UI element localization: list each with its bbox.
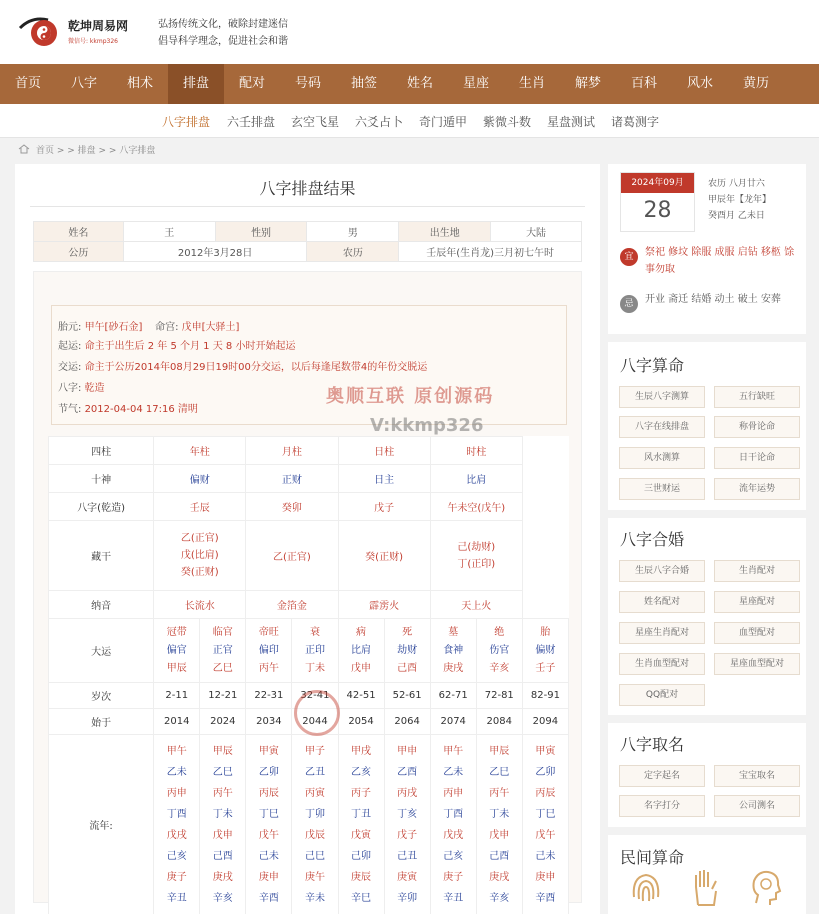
liunian-item: 辛亥 xyxy=(212,892,233,904)
subnav-item-ziwei[interactable]: 紫微斗数 xyxy=(483,115,532,129)
pillar-header-hour: 时柱 xyxy=(430,437,522,465)
liunian-item: 戊午 xyxy=(535,829,556,841)
subnav-item-qimen[interactable]: 奇门遁甲 xyxy=(419,115,468,129)
liunian-item: 庚申 xyxy=(535,871,556,883)
dayun-cell xyxy=(522,619,568,683)
nayin-hour: 天上火 xyxy=(430,591,522,619)
dayun-item: 偏印 xyxy=(258,644,279,656)
name-value: 王 xyxy=(123,222,215,242)
bazi-month: 癸卯 xyxy=(246,493,338,521)
shishen-label: 十神 xyxy=(49,465,154,493)
suici-cell: 2-11 xyxy=(154,683,200,709)
section-divider xyxy=(608,715,806,723)
canggan-month xyxy=(246,521,338,591)
nav-item-baike[interactable]: 百科 xyxy=(630,76,657,91)
face-icon[interactable] xyxy=(748,867,784,907)
link-shengxiao-xuexing-peidui[interactable]: 生肖血型配对 xyxy=(619,653,705,675)
liunian-item: 乙巳 xyxy=(212,766,233,778)
liunian-item: 甲寅 xyxy=(258,745,279,757)
canggan-item: 乙(正官) xyxy=(180,533,219,544)
dayun-item: 胎 xyxy=(540,626,551,638)
logo-icon[interactable] xyxy=(18,14,60,48)
liunian-item: 庚申 xyxy=(258,871,279,883)
canggan-item: 戊(比肩) xyxy=(180,550,219,561)
qiyun-label: 起运: xyxy=(58,341,82,352)
slogan-line-2: 倡导科学理念，促进社会和谐 xyxy=(158,36,288,47)
solar-date-label: 公历 xyxy=(34,242,124,262)
link-xuexing-peidui[interactable]: 血型配对 xyxy=(714,622,800,644)
section-divider xyxy=(608,334,806,342)
link-shengxiao-peidui[interactable]: 生肖配对 xyxy=(714,560,800,582)
suici-label: 岁次 xyxy=(49,683,154,709)
liunian-item: 己卯 xyxy=(351,850,372,862)
gender-label: 性别 xyxy=(215,222,307,242)
dayun-cell xyxy=(384,619,430,683)
liunian-item: 戊戌 xyxy=(443,829,464,841)
lunar-date: 农历 八月廿六 xyxy=(708,179,765,189)
dayun-item: 食神 xyxy=(443,644,464,656)
calendar-card[interactable] xyxy=(620,172,695,232)
liunian-item: 乙未 xyxy=(166,766,187,778)
liunian-item: 辛酉 xyxy=(258,892,279,904)
liunian-item: 甲辰 xyxy=(212,745,233,757)
canggan-item: 癸(正财) xyxy=(365,552,403,563)
palm-icon[interactable] xyxy=(688,867,724,907)
link-xingzuo-shengxiao-peidui[interactable]: 星座生肖配对 xyxy=(619,622,705,644)
liunian-item: 庚子 xyxy=(166,871,187,883)
liunian-item: 戊辰 xyxy=(304,829,325,841)
liunian-cell xyxy=(200,735,246,914)
sub-nav xyxy=(0,104,819,138)
main-nav xyxy=(0,64,819,104)
nav-item-xiangshu[interactable]: 相术 xyxy=(126,76,153,91)
site-header xyxy=(0,0,819,64)
subnav-item-bazi[interactable]: 八字排盘 xyxy=(162,115,211,129)
lunar-date-label: 农历 xyxy=(307,242,399,262)
liunian-item: 甲午 xyxy=(166,745,187,757)
minggong-value: 戊申[大驿土] xyxy=(181,322,240,333)
liunian-item: 己亥 xyxy=(443,850,464,862)
liunian-item: 戊午 xyxy=(258,829,279,841)
dayun-item: 庚戌 xyxy=(443,662,464,674)
link-shengchen-bazi-cesuan[interactable]: 生辰八字测算 xyxy=(619,386,705,408)
qiyun-line xyxy=(58,337,295,352)
liunian-item: 甲子 xyxy=(304,745,325,757)
nayin-day: 霹雳火 xyxy=(338,591,430,619)
liunian-item: 丁酉 xyxy=(443,808,464,820)
breadcrumb-text[interactable]: 首页 > > 排盘 > > 八字排盘 xyxy=(36,146,156,156)
liunian-item: 乙巳 xyxy=(489,766,510,778)
liunian-item: 己未 xyxy=(258,850,279,862)
liunian-item: 丙辰 xyxy=(258,787,279,799)
nav-item-bazi[interactable]: 八字 xyxy=(70,76,97,91)
section-divider xyxy=(608,827,806,835)
shiyu-cell: 2064 xyxy=(384,709,430,735)
liunian-item: 庚午 xyxy=(304,871,325,883)
liunian-item: 丙午 xyxy=(212,787,233,799)
liunian-item: 乙卯 xyxy=(258,766,279,778)
liunian-item: 甲申 xyxy=(397,745,418,757)
dayun-item: 病 xyxy=(356,626,367,638)
pillar-header-day: 日柱 xyxy=(338,437,430,465)
liunian-item: 乙丑 xyxy=(304,766,325,778)
jiaoyun-label: 交运: xyxy=(58,362,82,373)
bazi-chart-table xyxy=(48,436,569,914)
subnav-item-cezi[interactable]: 诸葛测字 xyxy=(611,115,660,129)
nav-item-haoma[interactable]: 号码 xyxy=(294,76,321,91)
link-bazi-zaixian-paipan[interactable]: 八字在线排盘 xyxy=(619,416,705,438)
shiyu-cell: 2074 xyxy=(430,709,476,735)
liunian-item: 乙未 xyxy=(443,766,464,778)
link-qq-peidui[interactable]: QQ配对 xyxy=(619,684,705,706)
dayun-cell xyxy=(476,619,522,683)
dayun-item: 戊申 xyxy=(351,662,372,674)
liunian-item: 丁巳 xyxy=(535,808,556,820)
dayun-cell xyxy=(246,619,292,683)
sidebar xyxy=(608,164,806,914)
nav-item-shengxiao[interactable]: 生肖 xyxy=(518,76,545,91)
nav-item-jiemeng[interactable]: 解梦 xyxy=(574,76,601,91)
minggong-label: 命宫: xyxy=(155,322,179,333)
link-chenggu-lunming[interactable]: 称骨论命 xyxy=(714,416,800,438)
liunian-item: 丁酉 xyxy=(166,808,187,820)
watermark-logo-icon xyxy=(294,690,340,736)
liunian-item: 甲戌 xyxy=(351,745,372,757)
site-name[interactable]: 乾坤周易网 xyxy=(68,19,129,33)
bazi-year: 壬辰 xyxy=(154,493,246,521)
liunian-cell xyxy=(338,735,384,914)
section-title-minjian-suanming: 民间算命 xyxy=(620,848,685,867)
taiyuan-line xyxy=(58,318,239,333)
liunian-item: 甲午 xyxy=(443,745,464,757)
dayun-item: 帝旺 xyxy=(258,626,279,638)
liunian-item: 己亥 xyxy=(166,850,187,862)
link-xingzuo-xuexing-peidui[interactable]: 星座血型配对 xyxy=(714,653,800,675)
link-dingzi-qiming[interactable]: 定字起名 xyxy=(619,765,705,787)
liunian-cell xyxy=(476,735,522,914)
bazi-day: 戊子 xyxy=(338,493,430,521)
liunian-cell xyxy=(522,735,568,914)
liunian-item: 辛亥 xyxy=(489,892,510,904)
liunian-item: 己巳 xyxy=(304,850,325,862)
dayun-item: 正官 xyxy=(212,644,233,656)
nav-item-peidui[interactable]: 配对 xyxy=(238,76,265,91)
section-title-bazi-quming: 八字取名 xyxy=(620,735,685,754)
watermark-text: 奥顺互联 原创源码 xyxy=(326,386,495,407)
subnav-item-xuankong[interactable]: 玄空飞星 xyxy=(291,115,340,129)
liunian-cell xyxy=(154,735,200,914)
yi-icon: 宜 xyxy=(620,248,638,266)
dayun-item: 丙午 xyxy=(258,662,279,674)
ji-icon: 忌 xyxy=(620,295,638,313)
dayun-item: 己酉 xyxy=(397,662,418,674)
liunian-item: 辛丑 xyxy=(443,892,464,904)
canggan-item: 丁(正印) xyxy=(457,558,496,570)
dayun-item: 乙巳 xyxy=(212,662,233,674)
dayun-item: 丁未 xyxy=(304,662,325,674)
liunian-item: 庚子 xyxy=(443,871,464,883)
yi-activities: 祭祀 修坟 除服 成服 启钻 移柩 馀事勿取 xyxy=(645,247,795,275)
pillar-header-label: 四柱 xyxy=(49,437,154,465)
dayun-item: 辛亥 xyxy=(489,662,510,674)
subnav-item-xingpan[interactable]: 星盘测试 xyxy=(547,115,596,129)
dayun-cell xyxy=(154,619,200,683)
dayun-cell xyxy=(430,619,476,683)
link-mingzi-dafen[interactable]: 名字打分 xyxy=(619,795,705,817)
shishen-hour: 比肩 xyxy=(430,465,522,493)
liunian-item: 戊申 xyxy=(489,829,510,841)
jieqi-label: 节气: xyxy=(58,404,82,415)
canggan-label: 藏干 xyxy=(49,521,154,591)
dayun-cell xyxy=(200,619,246,683)
dayun-item: 衰 xyxy=(309,626,320,638)
suici-cell: 22-31 xyxy=(246,683,292,709)
shiyu-cell: 2094 xyxy=(522,709,568,735)
liunian-item: 丙午 xyxy=(489,787,510,799)
liunian-item: 戊子 xyxy=(397,829,418,841)
liunian-item: 戊申 xyxy=(212,829,233,841)
liunian-item: 丙寅 xyxy=(304,787,325,799)
page-title: 八字排盘结果 xyxy=(259,179,356,198)
dayun-item: 绝 xyxy=(494,626,505,638)
solar-date-value: 2012年3月28日 xyxy=(123,242,307,262)
nav-item-fengshui[interactable]: 风水 xyxy=(686,76,713,91)
pillar-header-year: 年柱 xyxy=(154,437,246,465)
dayun-item: 比肩 xyxy=(351,644,372,656)
link-wuxing-queWang[interactable]: 五行缺旺 xyxy=(714,386,800,408)
liunian-item: 丙戌 xyxy=(397,787,418,799)
section-title-bazi-suanming: 八字算命 xyxy=(620,356,685,375)
bazi-line xyxy=(58,379,105,394)
liunian-item: 甲辰 xyxy=(489,745,510,757)
liunian-item: 庚辰 xyxy=(351,871,372,883)
taiyuan-label: 胎元: xyxy=(58,322,82,333)
liunian-label: 流年: xyxy=(49,735,154,914)
dayun-item: 死 xyxy=(402,626,413,638)
shiyu-cell: 2034 xyxy=(246,709,292,735)
bazi-hour: 午未空(戊午) xyxy=(430,493,522,521)
liunian-item: 丁丑 xyxy=(351,808,372,820)
qiyun-value: 命主于出生后 2 年 5 个月 1 天 8 小时开始起运 xyxy=(84,341,296,352)
dayun-item: 偏官 xyxy=(166,644,187,656)
liunian-item: 辛巳 xyxy=(351,892,372,904)
liunian-item: 己酉 xyxy=(212,850,233,862)
nav-item-paipan[interactable]: 排盘 xyxy=(168,64,224,104)
home-icon[interactable] xyxy=(18,144,30,154)
liunian-item: 戊寅 xyxy=(351,829,372,841)
birthplace-label: 出生地 xyxy=(399,222,491,242)
shiyu-label: 始于 xyxy=(49,709,154,735)
lunar-info xyxy=(708,176,771,224)
pillar-header-month: 月柱 xyxy=(246,437,338,465)
nav-item-xingzuo[interactable]: 星座 xyxy=(462,76,489,91)
link-gongsi-ceming[interactable]: 公司测名 xyxy=(714,795,800,817)
liunian-item: 庚寅 xyxy=(397,871,418,883)
canggan-item: 癸(正财) xyxy=(180,567,219,578)
section-title-bazi-hehun: 八字合婚 xyxy=(620,530,685,549)
suici-cell: 42-51 xyxy=(338,683,384,709)
liunian-item: 丙申 xyxy=(443,787,464,799)
dayun-item: 正印 xyxy=(304,644,325,656)
dayun-cell xyxy=(338,619,384,683)
liunian-item: 辛未 xyxy=(304,892,325,904)
shishen-year: 偏财 xyxy=(154,465,246,493)
dayun-item: 墓 xyxy=(448,626,459,638)
bazi-row-label: 八字(乾造) xyxy=(49,493,154,521)
shishen-day: 日主 xyxy=(338,465,430,493)
liunian-item: 辛卯 xyxy=(397,892,418,904)
ji-activities: 开业 斋迁 结婚 动土 破土 安葬 xyxy=(645,294,781,305)
nayin-year: 长流水 xyxy=(154,591,246,619)
canggan-year xyxy=(154,521,246,591)
bazi-detail-box xyxy=(33,271,582,903)
dayun-item: 壬子 xyxy=(535,662,556,674)
liunian-item: 乙亥 xyxy=(351,766,372,778)
liunian-cell xyxy=(384,735,430,914)
shiyu-cell: 2054 xyxy=(338,709,384,735)
calendar-day: 28 xyxy=(643,198,672,223)
section-divider xyxy=(608,510,806,518)
main-content xyxy=(15,164,600,914)
liunian-item: 丁巳 xyxy=(258,808,279,820)
shiyu-cell: 2044 xyxy=(292,709,338,735)
birthplace-value: 大陆 xyxy=(491,222,582,242)
link-fengshui-cesuan[interactable]: 风水测算 xyxy=(619,447,705,469)
liunian-item: 甲寅 xyxy=(535,745,556,757)
nayin-label: 纳音 xyxy=(49,591,154,619)
nav-item-chouqian[interactable]: 抽签 xyxy=(350,76,377,91)
liunian-cell xyxy=(246,735,292,914)
liunian-item: 丁未 xyxy=(212,808,233,820)
liunian-item: 丙子 xyxy=(351,787,372,799)
birth-info-table xyxy=(33,221,582,262)
bazi-label: 八字: xyxy=(58,383,82,394)
suici-cell: 52-61 xyxy=(384,683,430,709)
suici-cell: 62-71 xyxy=(430,683,476,709)
liunian-item: 丁未 xyxy=(489,808,510,820)
nav-item-home[interactable]: 首页 xyxy=(14,76,41,91)
lunar-month-day: 癸酉月 乙未日 xyxy=(708,211,765,221)
liunian-item: 丙申 xyxy=(166,787,187,799)
shiyu-cell: 2084 xyxy=(476,709,522,735)
link-shengchen-bazi-hehun[interactable]: 生辰八字合婚 xyxy=(619,560,705,582)
jiaoyun-value: 命主于公历2014年08月29日19时00分交运，以后每逢尾数带4的年份交脱运 xyxy=(84,362,428,373)
liunian-cell xyxy=(292,735,338,914)
link-xingzuo-peidui[interactable]: 星座配对 xyxy=(714,591,800,613)
dayun-item: 临官 xyxy=(212,626,233,638)
suici-cell: 32-41 xyxy=(292,683,338,709)
calendar-month: 2024年09月 xyxy=(621,173,694,193)
nav-item-xingming[interactable]: 姓名 xyxy=(406,76,433,91)
liunian-item: 己未 xyxy=(535,850,556,862)
dayun-item: 偏财 xyxy=(535,644,556,656)
dayun-item: 甲辰 xyxy=(166,662,187,674)
subnav-item-liuyao[interactable]: 六爻占卜 xyxy=(355,115,404,129)
dayun-item: 冠带 xyxy=(166,626,187,638)
lunar-year: 甲辰年【龙年】 xyxy=(708,195,772,205)
link-baobao-quming[interactable]: 宝宝取名 xyxy=(714,765,800,787)
suici-cell: 72-81 xyxy=(476,683,522,709)
link-liunian-yunshi[interactable]: 流年运势 xyxy=(714,478,800,500)
suici-cell: 82-91 xyxy=(522,683,568,709)
fingerprint-icon[interactable] xyxy=(628,867,664,907)
liunian-item: 辛酉 xyxy=(535,892,556,904)
jiaoyun-line xyxy=(58,358,427,373)
liunian-item: 乙酉 xyxy=(397,766,418,778)
nav-item-huangli[interactable]: 黄历 xyxy=(742,76,769,91)
link-rigan-lunming[interactable]: 日干论命 xyxy=(714,447,800,469)
liunian-item: 戊戌 xyxy=(166,829,187,841)
shiyu-cell: 2014 xyxy=(154,709,200,735)
lunar-date-value: 壬辰年(生肖龙)三月初七午时 xyxy=(399,242,582,262)
dayun-item: 劫财 xyxy=(397,644,418,656)
breadcrumb xyxy=(18,143,155,156)
nayin-month: 金箔金 xyxy=(246,591,338,619)
dayun-label: 大运 xyxy=(49,619,154,683)
canggan-day xyxy=(338,521,430,591)
canggan-item: 乙(正官) xyxy=(273,552,311,563)
liunian-cell xyxy=(430,735,476,914)
liunian-item: 庚戌 xyxy=(489,871,510,883)
liunian-item: 辛丑 xyxy=(166,892,187,904)
site-wechat-id: 微信号: kkmp326 xyxy=(68,38,118,45)
canggan-item: 己(劫财) xyxy=(457,541,496,553)
link-sanshi-caiyun[interactable]: 三世财运 xyxy=(619,478,705,500)
subnav-item-liuren[interactable]: 六壬排盘 xyxy=(227,115,276,129)
dayun-cell xyxy=(292,619,338,683)
jieqi-line xyxy=(58,400,198,415)
liunian-item: 丁卯 xyxy=(304,808,325,820)
taiyuan-value: 甲午[砂石金] xyxy=(84,322,143,333)
liunian-item: 庚戌 xyxy=(212,871,233,883)
shishen-month: 正财 xyxy=(246,465,338,493)
link-xingming-peidui[interactable]: 姓名配对 xyxy=(619,591,705,613)
name-label: 姓名 xyxy=(34,222,124,242)
slogan-line-1: 弘扬传统文化，破除封建迷信 xyxy=(158,19,288,30)
title-divider xyxy=(30,206,585,207)
liunian-item: 丙辰 xyxy=(535,787,556,799)
jieqi-value: 2012-04-04 17:16 清明 xyxy=(84,404,198,415)
site-slogan xyxy=(158,16,288,50)
shiyu-cell: 2024 xyxy=(200,709,246,735)
gender-value: 男 xyxy=(307,222,399,242)
dayun-item: 伤官 xyxy=(489,644,510,656)
bazi-value: 乾造 xyxy=(84,383,105,394)
liunian-item: 己丑 xyxy=(397,850,418,862)
canggan-hour xyxy=(430,521,522,591)
liunian-item: 丁亥 xyxy=(397,808,418,820)
watermark-contact: V:kkmp326 xyxy=(370,415,484,436)
liunian-item: 己酉 xyxy=(489,850,510,862)
liunian-item: 乙卯 xyxy=(535,766,556,778)
suici-cell: 12-21 xyxy=(200,683,246,709)
